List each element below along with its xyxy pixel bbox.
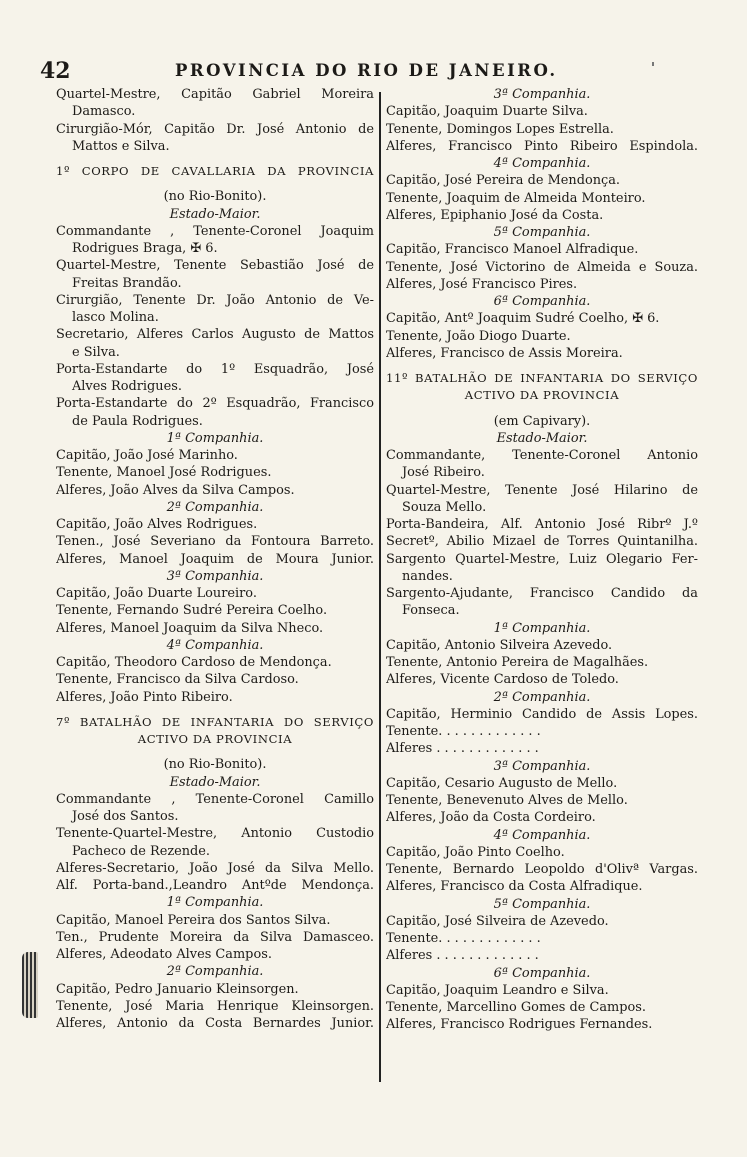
subheading: 5ª Companhia. (493, 896, 591, 912)
text-line: Alferes, Manoel Joaquim da Silva Nheco. (56, 620, 324, 636)
text-line: Rodrigues Braga, ✠ 6. (72, 241, 218, 256)
spacer (56, 748, 374, 756)
text-line: Capitão, José Silveira de Azevedo. (386, 913, 609, 929)
text-line: Tenen., José Severiano da Fontoura Barreto. (56, 534, 374, 550)
text-line: José dos Santos. (72, 809, 179, 824)
text-line: Capitão, João Alves Rodrigues. (56, 517, 258, 532)
section-heading: 1º CORPO DE CAVALLARIA DA PROVINCIA (56, 164, 374, 178)
section-heading: 11º BATALHÃO DE INFANTARIA DO SERVIÇO (386, 371, 698, 385)
text-line: Capitão, João José Marinho. (56, 448, 238, 463)
text-line: Tenente, Francisco da Silva Cardoso. (56, 672, 299, 688)
text-line: Alferes, Antonio da Costa Bernardes Junior. (56, 1016, 374, 1031)
spacer (56, 180, 374, 188)
right-column (386, 86, 698, 1034)
text-line: Ten., Prudente Moreira da Silva Damasceo. (56, 929, 374, 945)
text-line: Tenente, Manoel José Rodrigues. (56, 465, 272, 481)
text-line: Tenente, Marcellino Gomes de Campos. (386, 1000, 646, 1015)
text-line: Porta-Bandeira, Alf. Antonio José Ribrº J.º (386, 517, 698, 532)
text-line: e Silva. (72, 344, 120, 360)
section-heading: 7º BATALHÃO DE INFANTARIA DO SERVIÇO (56, 714, 374, 729)
text-line: Damasco. (72, 104, 136, 120)
text-line: Freitas Brandão. (72, 275, 182, 291)
text-line: Capitão, Theodoro Cardoso de Mendonça. (56, 655, 332, 670)
text-line: Tenente, João Diogo Duarte. (386, 328, 571, 344)
subheading: 1ª Companhia. (166, 895, 264, 911)
text-line: Alves Rodrigues. (72, 379, 182, 394)
text-line: Secretario, Alferes Carlos Augusto de Mattos (56, 327, 374, 343)
text-line: Capitão, José Pereira de Mendonça. (386, 173, 621, 189)
text-line: Pacheco de Rezende. (72, 843, 211, 859)
text-line: Alferes, João da Costa Cordeiro. (386, 810, 596, 826)
left-column (56, 86, 374, 1032)
text-line: Alferes . . . . . . . . . . . . . (386, 948, 539, 964)
text-line: Fonseca. (402, 603, 460, 619)
text-line: Capitão, Joaquim Leandro e Silva. (386, 982, 609, 998)
spacer (56, 706, 374, 714)
subheading: Estado-Maior. (169, 774, 261, 790)
text-line: (no Rio-Bonito). (163, 757, 267, 773)
text-line: Souza Mello. (402, 499, 487, 515)
text-line: Alferes, Francisco da Costa Alfradique. (386, 879, 643, 895)
text-line: Capitão, Pedro Januario Kleinsorgen. (56, 981, 299, 997)
text-line: Alferes, José Francisco Pires. (386, 276, 578, 292)
text-line: Commandante, Tenente-Coronel Antonio (386, 448, 698, 463)
text-line: lasco Molina. (72, 310, 159, 325)
text-line: Alferes, Vicente Cardoso de Toledo. (386, 672, 619, 688)
text-line: (em Capivary). (493, 413, 591, 429)
text-line: Capitão, Antonio Silveira Azevedo. (386, 637, 613, 653)
page-number: 42 (40, 58, 71, 84)
text-line: Capitão, João Pinto Coelho. (386, 844, 565, 860)
subheading: 6ª Companhia. (493, 294, 591, 309)
text-line: Alferes . . . . . . . . . . . . . (386, 741, 539, 757)
text-line: Alferes, João Pinto Ribeiro. (56, 689, 233, 705)
text-line: Alferes, Adeodato Alves Campos. (56, 947, 272, 962)
text-line: Alferes, João Alves da Silva Campos. (56, 482, 295, 498)
text-line: Mattos e Silva. (72, 138, 170, 154)
text-line: Tenente-Quartel-Mestre, Antonio Custodio (56, 826, 374, 842)
text-line: Tenente, Fernando Sudré Pereira Coelho. (56, 603, 328, 619)
text-line: Alferes-Secretario, João José da Silva Mello. (56, 860, 374, 876)
text-line: Sargento Quartel-Mestre, Luiz Olegario Fer- (386, 551, 698, 567)
text-line: Alferes, Francisco Pinto Ribeiro Espindola. (386, 138, 698, 154)
text-line: Tenente. . . . . . . . . . . . . (386, 931, 541, 946)
text-line: de Paula Rodrigues. (72, 413, 203, 429)
text-line: Cirurgião-Mór, Capitão Dr. José Antonio de (56, 121, 374, 137)
subheading: 2ª Companhia. (166, 964, 264, 980)
text-line: José Ribeiro. (402, 465, 485, 481)
subheading: 6ª Companhia. (493, 965, 591, 981)
spacer (386, 362, 698, 370)
text-line: Capitão, Cesario Augusto de Mello. (386, 775, 618, 791)
text-line: Tenente, Joaquim de Almeida Monteiro. (386, 190, 646, 206)
text-line: Commandante , Tenente-Coronel Joaquim (56, 223, 374, 239)
text-line: Porta-Estandarte do 1º Esquadrão, José (56, 361, 374, 377)
text-line: Quartel-Mestre, Tenente Sebastião José de (56, 258, 374, 274)
section-heading: ACTIVO DA PROVINCIA (137, 732, 293, 746)
subheading: 4ª Companhia. (493, 827, 591, 843)
text-line: Capitão, Manoel Pereira dos Santos Silva. (56, 912, 331, 928)
text-line: Quartel-Mestre, Tenente José Hilarino de (386, 482, 698, 498)
subheading: 3ª Companhia. (493, 758, 591, 774)
text-line: Capitão, Francisco Manoel Alfradique. (386, 242, 639, 258)
spacer (386, 405, 698, 413)
text-line: Capitão, Antº Joaquim Sudré Coelho, ✠ 6. (386, 311, 660, 327)
text-line: Tenente, Benevenuto Alves de Mello. (386, 793, 628, 808)
spacer (56, 155, 374, 163)
text-line: Capitão, João Duarte Loureiro. (56, 586, 257, 601)
text-line: Alferes, Manoel Joaquim de Moura Junior. (56, 551, 374, 567)
text-line: (no Rio-Bonito). (163, 189, 267, 205)
text-line: Commandante , Tenente-Coronel Camillo (56, 791, 374, 807)
subheading: 1ª Companhia. (493, 620, 591, 636)
text-line: Alf. Porta-band.,Leandro Antºde Mendonça. (56, 878, 374, 893)
text-line: Tenente, Antonio Pereira de Magalhães. (386, 655, 649, 670)
subheading: 1ª Companhia. (166, 430, 264, 446)
subheading: Estado-Maior. (169, 206, 261, 222)
text-line: nandes. (402, 568, 453, 584)
text-line: Cirurgião, Tenente Dr. João Antonio de Ve- (56, 292, 374, 308)
subheading: 3ª Companhia. (493, 87, 591, 102)
subheading: 4ª Companhia. (166, 637, 264, 653)
text-line: Capitão, Herminio Candido de Assis Lopes. (386, 706, 698, 722)
subheading: Estado-Maior. (496, 430, 588, 446)
subheading: 2ª Companhia. (493, 689, 591, 705)
text-line: Secretº, Abilio Mizael de Torres Quintanilha. (386, 534, 698, 550)
text-line: Capitão, Joaquim Duarte Silva. (386, 104, 588, 120)
text-line: Tenente, Bernardo Leopoldo d'Olivª Vargas. (386, 862, 698, 877)
text-line: Tenente. . . . . . . . . . . . . (386, 724, 541, 739)
text-line: Tenente, José Victorino de Almeida e Souza. (386, 259, 698, 275)
subheading: 2ª Companhia. (166, 499, 264, 515)
text-line: Porta-Estandarte do 2º Esquadrão, Francisco (56, 396, 374, 412)
running-title: PROVINCIA DO RIO DE JANEIRO. (175, 61, 558, 80)
text-line: Alferes, Francisco Rodrigues Fernandes. (386, 1017, 653, 1033)
subheading: 5ª Companhia. (493, 225, 591, 240)
text-line: Tenente, Domingos Lopes Estrella. (386, 121, 614, 137)
section-heading: ACTIVO DA PROVINCIA (464, 388, 620, 403)
column-divider (379, 92, 381, 1082)
subheading: 3ª Companhia. (166, 568, 264, 584)
text-line: Tenente, José Maria Henrique Kleinsorgen. (56, 998, 374, 1014)
text-line: Alferes, Epiphanio José da Costa. (386, 207, 604, 223)
subheading: 4ª Companhia. (493, 156, 591, 171)
page-header (40, 58, 720, 84)
text-line: Sargento-Ajudante, Francisco Candido da (386, 586, 698, 601)
page-edge-binding-mark (22, 952, 38, 1018)
text-line: Alferes, Francisco de Assis Moreira. (386, 345, 623, 361)
ink-speck (652, 62, 654, 66)
text-line: Quartel-Mestre, Capitão Gabriel Moreira (56, 87, 374, 102)
